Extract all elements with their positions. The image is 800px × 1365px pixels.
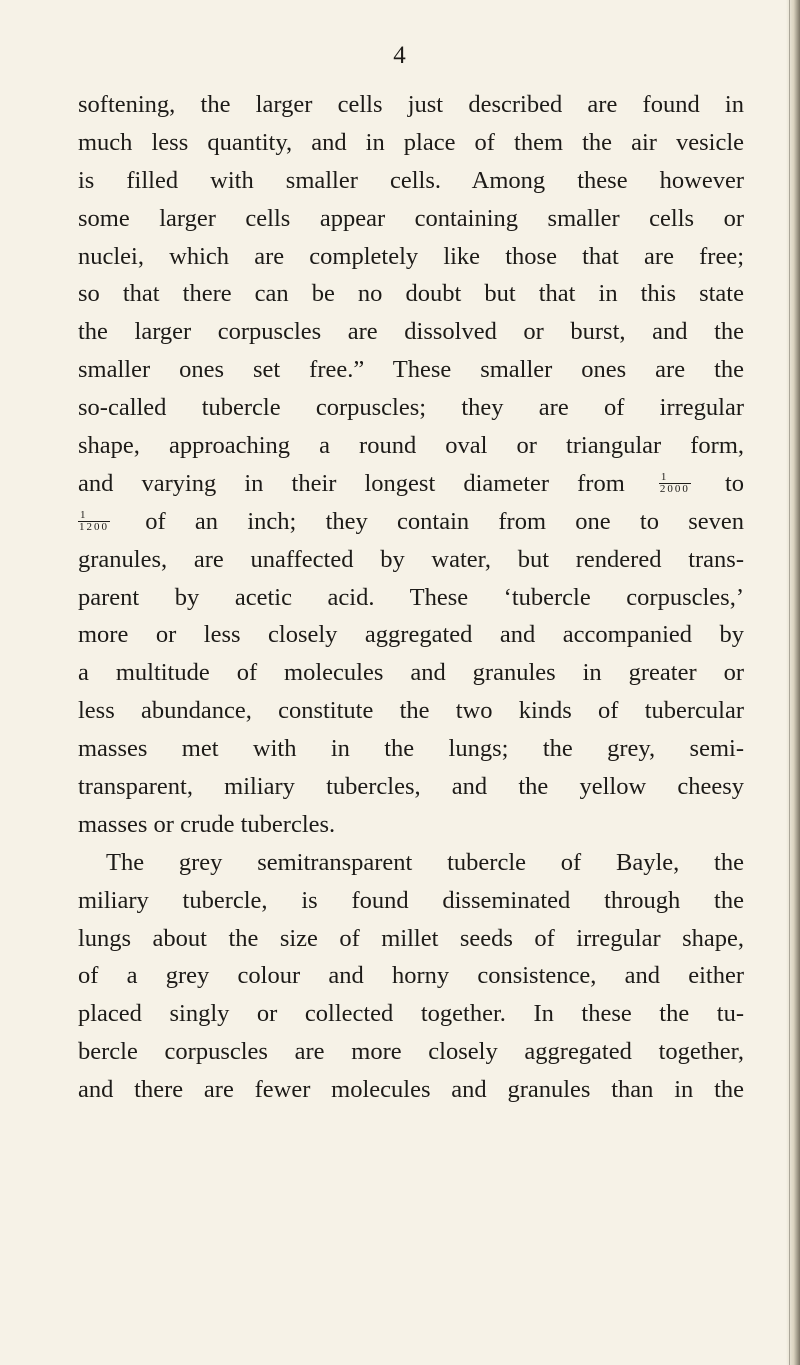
text-line: of a grey colour and horny consistence, and either — [78, 962, 744, 990]
fraction-numerator: 1 — [659, 472, 691, 484]
text-line: lungs about the size of millet seeds of irregular shape, — [78, 924, 744, 952]
text-segment: of an inch; they contain from one to seven — [145, 507, 745, 535]
page-number: 4 — [393, 42, 407, 69]
page-edge-line — [789, 0, 790, 1365]
fraction-numerator: 1 — [78, 510, 110, 522]
text-line-with-fraction — [78, 465, 744, 503]
text-line: nuclei, which are completely like those that are free; — [78, 242, 744, 270]
text-line: transparent, miliary tubercles, and the yellow cheesy — [78, 773, 744, 801]
text-line: a multitude of molecules and granules in greater or — [78, 659, 744, 687]
text-line: and there are fewer molecules and granules than in the — [78, 1076, 744, 1104]
text-line: placed singly or collected together. In these the tu- — [78, 1000, 744, 1028]
text-line: bercle corpuscles are more closely aggregated together, — [78, 1038, 744, 1066]
fraction — [78, 510, 110, 533]
text-line: so that there can be no doubt but that in this state — [78, 280, 744, 308]
text-line: granules, are unaffected by water, but rendered trans- — [78, 545, 744, 573]
fraction — [659, 472, 691, 495]
text-line: much less quantity, and in place of them the air vesicle — [78, 128, 744, 156]
text-line: masses or crude tubercles. — [78, 810, 336, 838]
text-line: smaller ones set free.” These smaller ones are the — [78, 356, 744, 384]
paragraph-start-line: The grey semitransparent tubercle of Bayle, the — [106, 848, 744, 876]
text-line: so-called tubercle corpuscles; they are of irregular — [78, 394, 744, 422]
fraction-denominator: 1200 — [79, 520, 109, 533]
text-line: more or less closely aggregated and accompanied by — [78, 621, 744, 649]
text-line: is filled with smaller cells. Among these however — [78, 166, 744, 194]
text-line: softening, the larger cells just described are found in — [78, 91, 744, 118]
text-line: miliary tubercle, is found disseminated through the — [78, 886, 744, 914]
text-line-with-fraction — [78, 503, 744, 541]
text-line: parent by acetic acid. These ‘tubercle corpuscles,’ — [78, 583, 744, 611]
text-segment: to — [724, 469, 745, 497]
fraction-denominator: 2000 — [659, 482, 690, 495]
text-line: less abundance, constitute the two kinds of tubercular — [78, 697, 744, 725]
text-segment: and varying in their longest diameter from — [78, 469, 625, 497]
text-line: shape, approaching a round oval or triangular form, — [78, 432, 744, 460]
text-line: the larger corpuscles are dissolved or burst, and the — [78, 318, 744, 346]
text-line: masses met with in the lungs; the grey, semi- — [78, 735, 744, 763]
body-text — [78, 86, 744, 1109]
text-line: some larger cells appear containing smaller cells or — [78, 204, 744, 232]
